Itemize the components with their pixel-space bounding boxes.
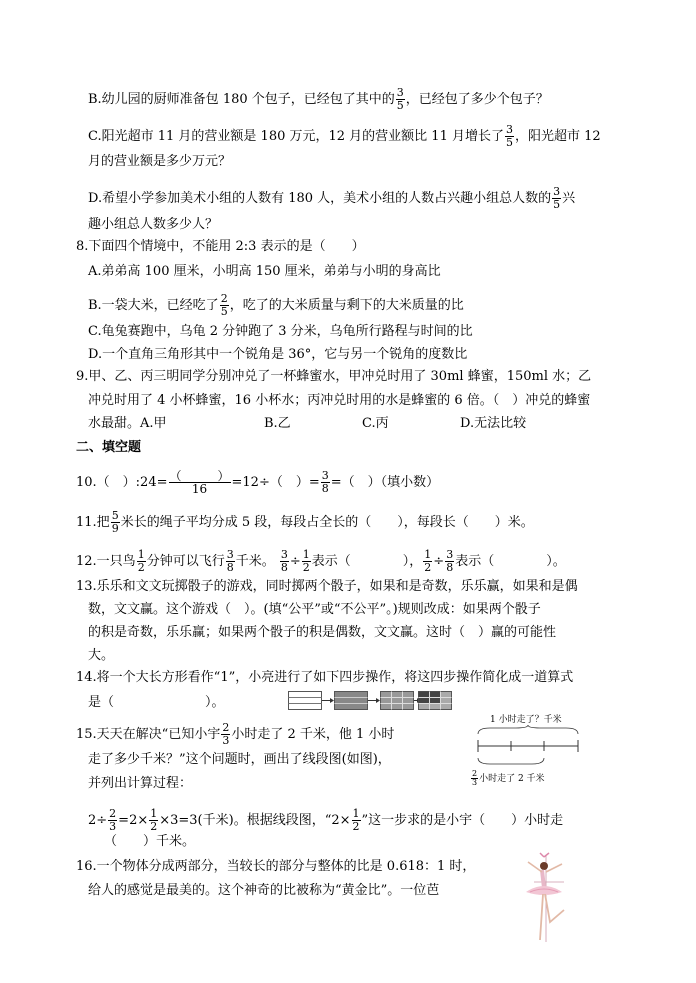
- rectangle-operations-diagram: [288, 690, 452, 712]
- fraction: $\frac{5}{9}$: [111, 509, 119, 535]
- fraction: $\frac{3}{5}$: [396, 86, 404, 112]
- q9-line2: 冲兑时用了 4 小杯蜂蜜，16 小杯水；丙冲兑时用的水是蜂蜜的 6 倍。（ ）冲兑的蜂蜜: [88, 393, 591, 408]
- q7-option-b: B.幼儿园的厨师准备包 180 个包子，已经包了其中的 $\frac{3}{5}$ ，已经包了多少个包子？: [88, 86, 549, 112]
- q8-option-c: C.龟兔赛跑中，乌龟 2 分钟跑了 3 分米，乌龟所行路程与时间的比: [88, 324, 473, 339]
- q12: 12.一只鸟 $\frac{1}{2}$ 分钟可以飞行 $\frac{3}{8}$ 千米。 $\frac{3}{8}$ ÷ $\frac{1}{2}$ 表示（ ）， $\frac{1}{2}$ ÷ $\frac{3}{8}$ 表示（ ）。: [76, 548, 566, 574]
- q13-line4: 大。: [88, 648, 115, 663]
- segment-lines: [470, 724, 582, 768]
- q8-option-a: A.弟弟高 100 厘米，小明高 150 厘米，弟弟与小明的身高比: [88, 264, 441, 279]
- q8-option-b: B.一袋大米，已经吃了 $\frac{2}{5}$ ，吃了的大米质量与剩下的大米质量的比: [88, 292, 464, 318]
- q7-option-c-line2: 月的营业额是多少万元？: [88, 154, 232, 169]
- fraction: $\frac{3}{5}$: [553, 185, 561, 211]
- q8-option-d: D.一个直角三角形其中一个锐角是 36°，它与另一个锐角的度数比: [88, 347, 468, 362]
- segment-diagram: [470, 712, 590, 792]
- fraction: $\frac{2}{5}$: [220, 292, 228, 318]
- fraction: $\frac{( )}{16}$: [169, 469, 230, 496]
- fraction: $\frac{1}{2}$: [302, 548, 310, 574]
- q16-line1: 16.一个物体分成两部分，当较长的部分与整体的比是 0.618：1 时，: [76, 859, 476, 874]
- q13-line1: 13.乐乐和文文玩掷骰子的游戏，同时掷两个骰子，如果和是奇数，乐乐赢，如果和是偶: [76, 579, 578, 594]
- q7-option-c-line1: C.阳光超市 11 月的营业额是 180 万元，12 月的营业额比 11 月增长了 $\frac{3}{5}$ ，阳光超市 12: [88, 123, 601, 149]
- fraction: $\frac{2}{3}$: [472, 769, 478, 787]
- fraction: $\frac{3}{8}$: [446, 548, 454, 574]
- fraction: $\frac{3}{5}$: [505, 123, 513, 149]
- segment-bottom-caption: $\frac{2}{3}$ 小时走了 2 千米: [472, 769, 545, 787]
- q14-line2: 是（ ）。: [88, 695, 225, 710]
- q15-line4: 2÷ $\frac{2}{3}$ =2× $\frac{1}{2}$ ×3=3(千米)。根据线段图，“2× $\frac{1}{2}$ ”这一步求的是小宇（ ）小时走: [88, 807, 564, 833]
- fraction: $\frac{2}{3}$: [109, 807, 117, 833]
- q9-line3: 水最甜。A.甲: [88, 416, 167, 431]
- q14-line1: 14.将一个大长方形看作“1”，小亮进行了如下四步操作，将这四步操作简化成一道算式: [76, 670, 574, 685]
- fraction: $\frac{3}{8}$: [321, 469, 329, 495]
- q7-option-d-line2: 趣小组总人数多少人？: [88, 217, 219, 232]
- fraction: $\frac{1}{2}$: [137, 548, 145, 574]
- q10: 10.（ ）:24= $\frac{( )}{16}$ =12÷（ ）= $\frac{3}{8}$ =（ ）（填小数）: [76, 469, 440, 496]
- ballerina-image: [504, 852, 584, 944]
- section-title: 二、填空题: [76, 440, 142, 455]
- q9-option-b: B.乙: [264, 416, 291, 431]
- q7-option-d-line1: D.希望小学参加美术小组的人数有 180 人，美术小组的人数占兴趣小组总人数的 $\frac{3}{5}$ 兴: [88, 185, 576, 211]
- q15-line5: （ ）千米。: [104, 834, 196, 849]
- fraction: $\frac{1}{2}$: [150, 807, 158, 833]
- fraction: $\frac{3}{8}$: [226, 548, 234, 574]
- q9-line1: 9.甲、乙、丙三明同学分别冲兑了一杯蜂蜜水，甲冲兑时用了 30ml 蜂蜜，150ml 水；乙: [76, 369, 592, 384]
- segment-top-caption: 1 小时走了？千米: [490, 715, 562, 725]
- q9-option-d: D.无法比较: [460, 416, 527, 431]
- fraction: $\frac{2}{3}$: [222, 721, 230, 747]
- q15-line3: 并列出计算过程：: [88, 776, 193, 791]
- q11: 11.把 $\frac{5}{9}$ 米长的绳子平均分成 5 段，每段占全长的（ ），每段长（ ）米。: [76, 509, 534, 535]
- fraction: $\frac{1}{2}$: [352, 807, 360, 833]
- q8-stem: 8.下面四个情境中，不能用 2:3 表示的是（ ）: [76, 239, 365, 254]
- q16-line2: 给人的感觉是最美的。这个神奇的比被称为“黄金比”。一位芭: [88, 883, 440, 898]
- fraction: $\frac{3}{8}$: [280, 548, 288, 574]
- q9-option-c: C.丙: [362, 416, 389, 431]
- q13-line3: 的积是奇数，乐乐赢；如果两个骰子的积是偶数，文文赢。这时（ ）赢的可能性: [88, 625, 557, 640]
- q13-line2: 数，文文赢。这个游戏（ ）。(填“公平”或“不公平”。)规则改成：如果两个骰子: [88, 602, 541, 617]
- q15-line1: 15.天天在解决“已知小宇 $\frac{2}{3}$ 小时走了 2 千米，他 1 小时: [76, 721, 395, 747]
- q15-line2: 走了多少千米？”这个问题时，画出了线段图(如图)，: [88, 752, 391, 767]
- fraction: $\frac{1}{2}$: [424, 548, 432, 574]
